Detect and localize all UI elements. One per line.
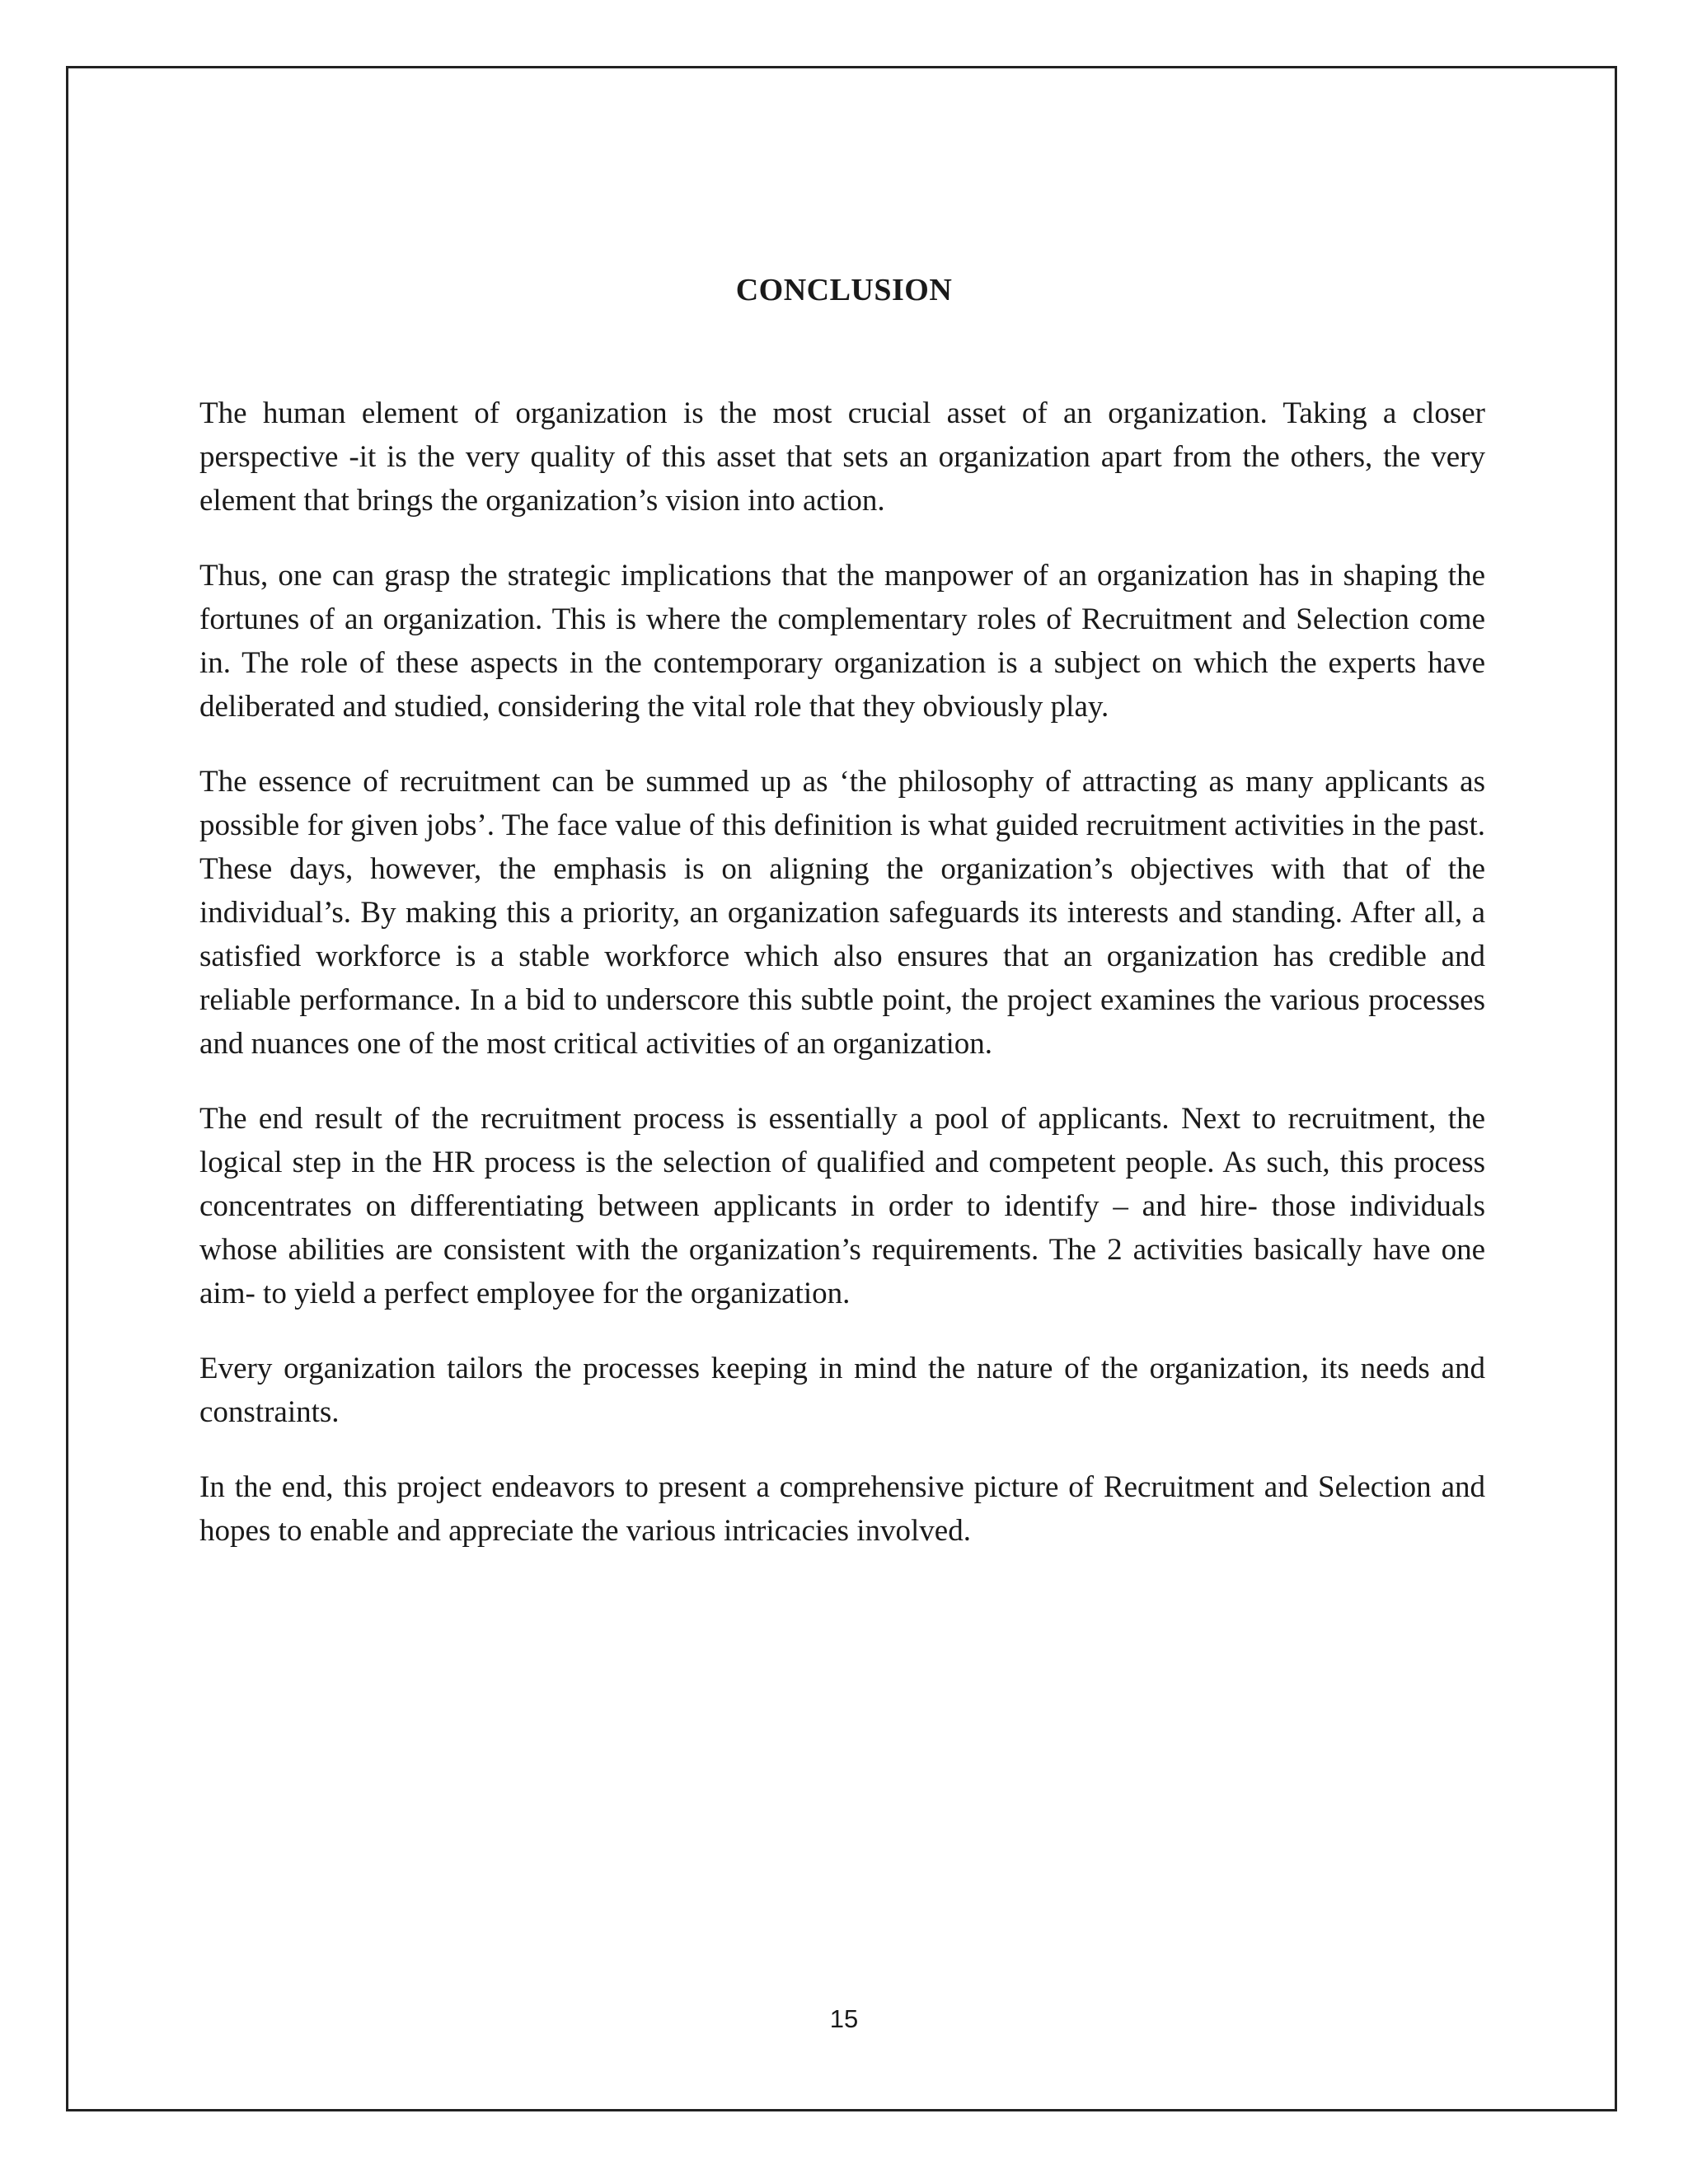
page-number: 15	[829, 2004, 859, 2033]
page-heading: CONCLUSION	[735, 273, 953, 307]
paragraph-5: Every organization tailors the processes keeping in mind the nature of the organization, its needs and constraints.	[199, 1352, 1485, 1429]
paragraph-4: The end result of the recruitment process is essentially a pool of applicants. Next to recruitment, the logical step in the HR process is the selection of qualified and competent people. As such, this process concentrates on differentiating between applicants in order to identify – and hire- those individuals whose abilities are consistent with the organization’s requirements. The 2 activities basically have one aim- to yield a perfect employee for the organization.	[199, 1102, 1485, 1310]
paragraph-1: The human element of organization is the most crucial asset of an organization. Taking a closer perspective -it is the very quality of this asset that sets an organization apart from the others, the very element that brings the organization’s vision into action.	[199, 396, 1485, 518]
body-text	[199, 391, 1485, 1584]
paragraph-2: Thus, one can grasp the strategic implications that the manpower of an organization has in shaping the fortunes of an organization. This is where the complementary roles of Recruitment and Selection come in. The role of these aspects in the contemporary organization is a subject on which the experts have deliberated and studied, considering the vital role that they obviously play.	[199, 559, 1485, 724]
paragraph-6: In the end, this project endeavors to present a comprehensive picture of Recruitment and Selection and hopes to enable and appreciate the various intricacies involved.	[199, 1470, 1485, 1548]
paragraph-3: The essence of recruitment can be summed up as ‘the philosophy of attracting as many applicants as possible for given jobs’. The face value of this definition is what guided recruitment activities in the past. These days, however, the emphasis is on aligning the organization’s objectives with that of the individual’s. By making this a priority, an organization safeguards its interests and standing. After all, a satisfied workforce is a stable workforce which also ensures that an organization has credible and reliable performance. In a bid to underscore this subtle point, the project examines the various processes and nuances one of the most critical activities of an organization.	[199, 765, 1485, 1061]
